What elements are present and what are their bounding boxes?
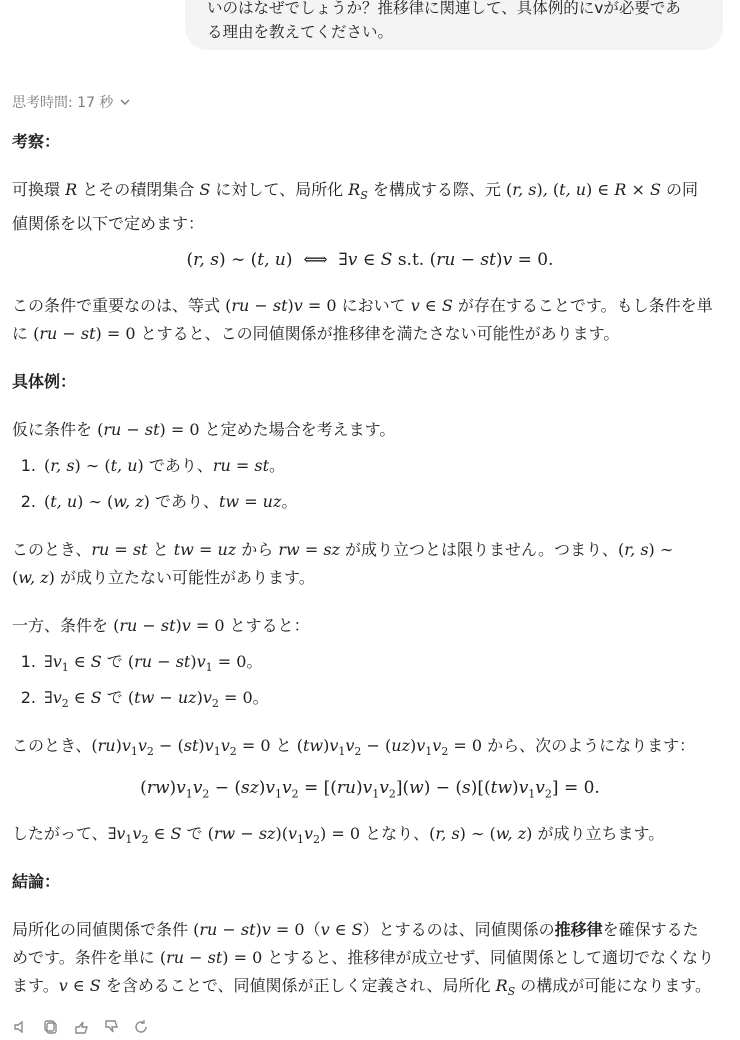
message-actions-toolbar xyxy=(12,1018,150,1036)
math: $R_S$ xyxy=(348,180,368,203)
math: (r, s) ∼ (t, u) xyxy=(44,456,144,475)
text: このとき、 xyxy=(12,540,92,559)
list-number: 1. xyxy=(20,652,36,671)
text: 。 xyxy=(252,688,269,707)
list-item xyxy=(12,684,728,718)
list-number: 2. xyxy=(20,492,36,511)
text: とすると： xyxy=(224,616,310,635)
text: を構成する際、元 xyxy=(367,180,506,199)
text: 仮に条件を xyxy=(12,420,98,439)
math: (ru − st)v = 0 xyxy=(193,920,305,939)
chevron-down-icon xyxy=(119,96,131,108)
text: が成り立つとは限りません。つまり、 xyxy=(339,540,619,559)
display-equation: (r, s) ∼ (t, u) ⟺ ∃v ∈ S s.t. (ru − st)v = 0. xyxy=(186,250,554,270)
text: と xyxy=(147,540,174,559)
math: v ∈ S xyxy=(58,976,101,995)
math: S xyxy=(199,180,211,199)
speaker-icon[interactable] xyxy=(12,1018,30,1036)
user-message-bubble xyxy=(185,0,723,50)
math: (ru − st) = 0 xyxy=(33,324,136,343)
list-number: 1. xyxy=(20,456,36,475)
text: に xyxy=(12,324,34,343)
paragraph xyxy=(12,612,728,640)
math: ru = st xyxy=(212,456,270,475)
text: の構成が可能になります。 xyxy=(515,976,711,995)
text: から xyxy=(236,540,279,559)
paragraph xyxy=(12,732,728,766)
thinking-label: 思考時間: 17 秒 xyxy=(12,95,114,111)
math: (r, s) ∼ xyxy=(618,540,674,559)
math: $(ru - st)v_1 = 0$ xyxy=(127,652,247,675)
text: となり、 xyxy=(360,824,430,843)
math: v ∈ S xyxy=(410,296,453,315)
math: (ru − st)v = 0 xyxy=(113,616,225,635)
copy-icon[interactable] xyxy=(42,1018,60,1036)
text: と定めた場合を考えます。 xyxy=(199,420,396,439)
math: $\exists v_1$ ∈ S xyxy=(44,652,102,675)
heading-gutairei: 具体例： xyxy=(12,372,77,391)
text: このとき、 xyxy=(12,736,92,755)
text: を確保するた xyxy=(602,920,699,939)
paragraph xyxy=(12,536,728,592)
math: rw = sz xyxy=(278,540,340,559)
text: と xyxy=(270,736,297,755)
paragraph xyxy=(12,176,728,238)
user-message-line: る理由を教えてください。 xyxy=(207,23,394,41)
text: から、次のようになります： xyxy=(482,736,696,755)
math: (ru − st) = 0 xyxy=(159,948,263,967)
text: ます。 xyxy=(12,976,59,995)
text: で xyxy=(181,824,208,843)
text: めです。条件を単に xyxy=(12,948,160,967)
thinking-toggle[interactable] xyxy=(12,92,131,112)
math: $R_S$ xyxy=(495,976,516,999)
math: $(rw - sz)(v_1v_2) = 0$ xyxy=(207,824,361,847)
math: R xyxy=(65,180,78,199)
display-equation: $(rw)v_1v_2 - (sz)v_1v_2 = [(ru)v_1v_2](w) - (s)[(tw)v_1v_2] = 0$. xyxy=(140,778,600,801)
text: （ xyxy=(304,920,321,939)
math: (t, u) ∼ (w, z) xyxy=(44,492,150,511)
math: tw = uz xyxy=(218,492,282,511)
math: (w, z) xyxy=(12,568,55,587)
math: $(tw)v_1v_2 - (uz)v_1v_2 = 0$ xyxy=(296,736,483,759)
text: ）とするのは、同値関係の xyxy=(362,920,555,939)
math: $\exists v_1v_2$ ∈ S xyxy=(107,824,182,847)
math: ru = st xyxy=(91,540,148,559)
text: で xyxy=(101,652,128,671)
math: tw = uz xyxy=(173,540,237,559)
text: 。 xyxy=(269,456,286,475)
regenerate-icon[interactable] xyxy=(132,1018,150,1036)
text: 可換環 xyxy=(12,180,66,199)
text: の同 xyxy=(660,180,698,199)
math: $\exists v_2$ ∈ S xyxy=(44,688,102,711)
text: とすると、この同値関係が推移律を満たさない可能性があります。 xyxy=(135,324,620,343)
heading-ketsuron: 結論： xyxy=(12,872,61,891)
list-item xyxy=(12,648,728,682)
text: を含めることで、同値関係が正しく定義され、局所化 xyxy=(100,976,496,995)
user-message-line: いのはなぜでしょうか？推移律に関連して、具体例的にvが必要であ xyxy=(207,0,681,17)
text: 局所化の同値関係で条件 xyxy=(12,920,194,939)
text: であり、 xyxy=(149,492,219,511)
text: が成り立ちます。 xyxy=(532,824,665,843)
text: で xyxy=(101,688,128,707)
math: $(ru)v_1v_2 - (st)v_1v_2 = 0$ xyxy=(91,736,271,759)
text: において xyxy=(336,296,411,315)
thumbs-down-icon[interactable] xyxy=(102,1018,120,1036)
math: (r, s) ∼ (w, z) xyxy=(429,824,533,843)
math: v ∈ S xyxy=(320,920,363,939)
text: が存在することです。もし条件を単 xyxy=(452,296,713,315)
text: とすると、推移律が成立せず、同値関係として適切でなくなり xyxy=(262,948,715,967)
text: に対して、局所化 xyxy=(210,180,349,199)
thumbs-up-icon[interactable] xyxy=(72,1018,90,1036)
bold-text: 推移律 xyxy=(554,920,603,939)
heading-kousatsu: 考察： xyxy=(12,132,61,151)
paragraph xyxy=(12,820,728,854)
math: (ru − st) = 0 xyxy=(97,420,200,439)
math: (ru − st)v = 0 xyxy=(225,296,337,315)
list-item xyxy=(12,452,728,480)
text: 。 xyxy=(281,492,298,511)
text: この条件で重要なのは、等式 xyxy=(12,296,226,315)
paragraph xyxy=(12,916,728,1006)
paragraph xyxy=(12,292,728,348)
math: $(tw - uz)v_2 = 0$ xyxy=(127,688,253,711)
text: が成り立たない可能性があります。 xyxy=(54,568,315,587)
text: とその積閉集合 xyxy=(77,180,200,199)
paragraph xyxy=(12,416,728,444)
text: 一方、条件を xyxy=(12,616,114,635)
text: 。 xyxy=(246,652,263,671)
text: 値関係を以下で定めます： xyxy=(12,214,205,234)
math: (r, s), (t, u) ∈ R × S xyxy=(505,180,661,199)
text: したがって、 xyxy=(12,824,108,843)
text: であり、 xyxy=(143,456,213,475)
list-number: 2. xyxy=(20,688,36,707)
list-item xyxy=(12,488,728,516)
